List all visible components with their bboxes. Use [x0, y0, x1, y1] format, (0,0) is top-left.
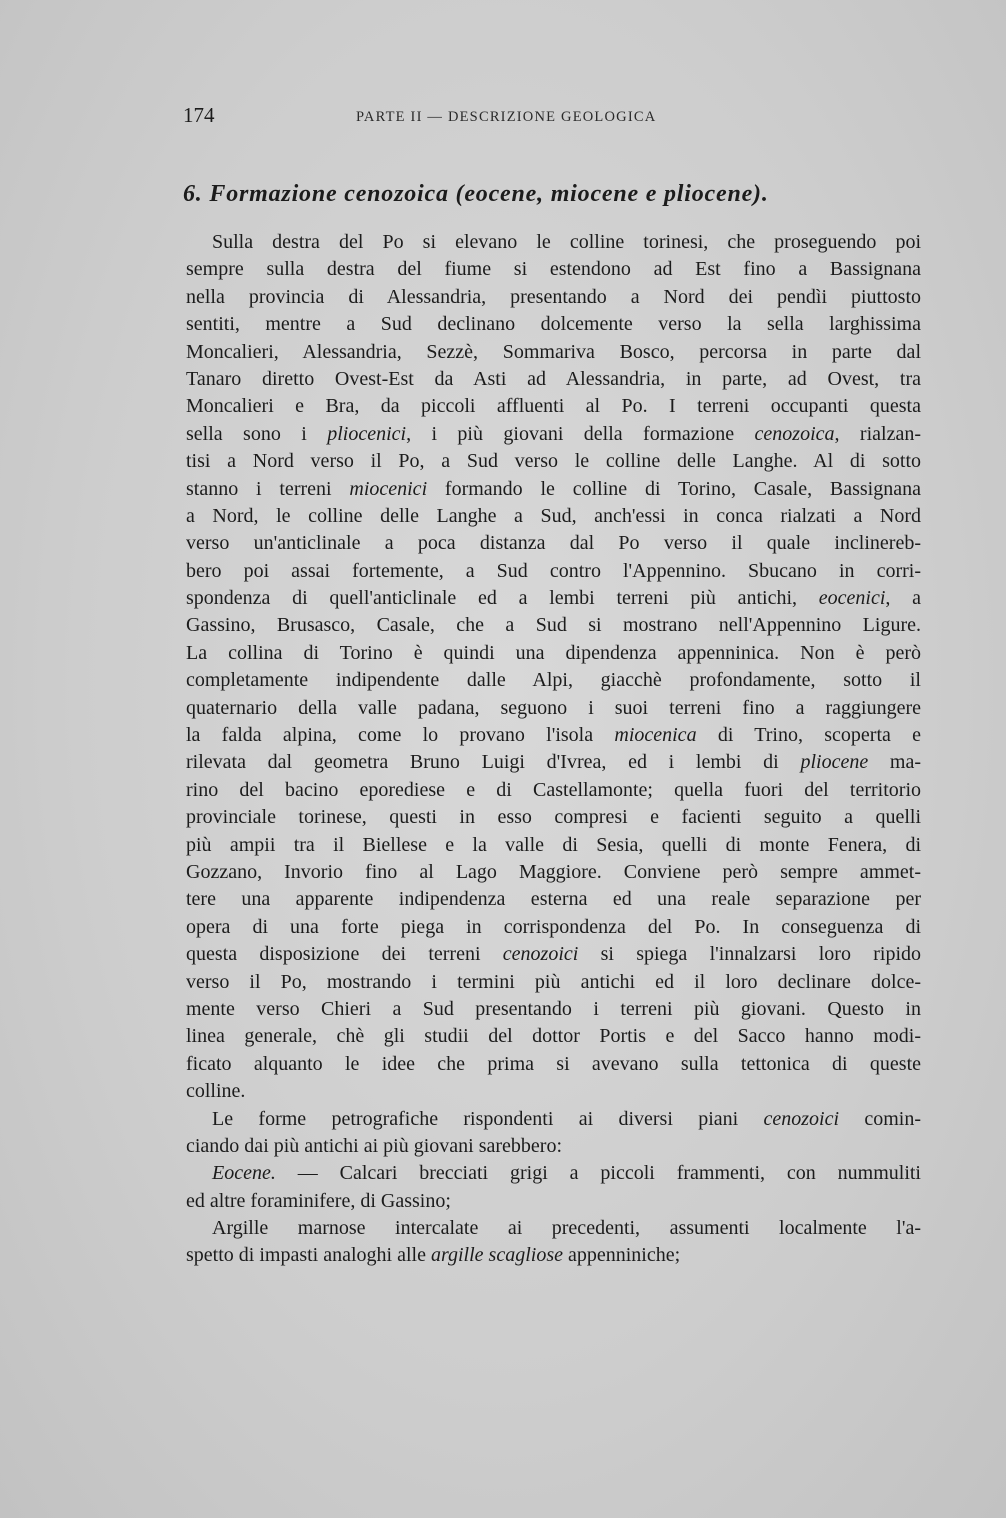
italic-term: cenozoici	[763, 1107, 840, 1130]
italic-term: pliocenici	[327, 422, 407, 445]
text-segment: ciando dai più antichi ai più giovani sarebbero:	[186, 1134, 562, 1157]
text-line	[186, 1078, 921, 1105]
text-segment: Argille marnose intercalate ai precedenti, assumenti localmente l'a-	[212, 1217, 921, 1240]
text-line	[186, 941, 921, 968]
text-segment: verso un'anticlinale a poca distanza dal Po verso il quale inclinereb-	[186, 532, 921, 555]
section-title-text: Formazione cenozoica (eocene, miocene e pliocene).	[209, 181, 769, 207]
text-segment: ed altre foraminifere, di Gassino;	[186, 1189, 451, 1212]
text-line	[186, 886, 921, 913]
text-segment: sentiti, mentre a Sud declinano dolcemente verso la sella larghissima	[186, 313, 921, 336]
text-line	[186, 1188, 921, 1215]
text-line	[186, 558, 921, 585]
text-line	[186, 311, 921, 338]
text-segment: La collina di Torino è quindi una dipendenza appenninica. Non è però	[186, 641, 921, 664]
text-segment: quaternario della valle padana, seguono i suoi terreni fino a raggiungere	[186, 696, 921, 719]
text-line	[186, 339, 921, 366]
text-line	[186, 448, 921, 475]
page-number: 174	[183, 103, 215, 127]
text-segment: ficato alquanto le idee che prima si avevano sulla tettonica di queste	[186, 1052, 921, 1075]
text-line	[186, 749, 921, 776]
text-segment: — Calcari brecciati grigi a piccoli frammenti, con nummuliti	[275, 1162, 921, 1185]
text-line	[186, 859, 921, 886]
text-segment: , rialzan-	[834, 422, 921, 445]
page-header	[183, 103, 743, 133]
text-segment: mente verso Chieri a Sud presentando i terreni più giovani. Questo in	[186, 997, 921, 1020]
italic-term: argille scagliose	[430, 1244, 563, 1267]
text-segment: opera di una forte piega in corrispondenza del Po. In conseguenza di	[186, 915, 921, 938]
text-segment: rilevata dal geometra Bruno Luigi d'Ivrea, ed i lembi di	[186, 751, 801, 774]
text-segment: verso il Po, mostrando i termini più antichi ed il loro declinare dolce-	[186, 970, 921, 993]
text-line	[186, 476, 921, 503]
text-line	[186, 1242, 921, 1269]
text-segment: tere una apparente indipendenza esterna ed una reale separazione per	[186, 888, 921, 911]
italic-term: Eocene.	[212, 1162, 276, 1185]
text-line	[186, 695, 921, 722]
text-segment: stanno i terreni	[186, 477, 350, 500]
text-segment: formando le colline di Torino, Casale, Bassignana	[427, 477, 921, 500]
text-segment: Sulla destra del Po si elevano le colline torinesi, che proseguendo poi	[212, 231, 921, 253]
text-line	[186, 393, 921, 420]
text-segment: , i più giovani della formazione	[406, 422, 755, 445]
text-segment: questa disposizione dei terreni	[186, 943, 503, 966]
text-line	[186, 229, 921, 256]
text-line	[186, 1023, 921, 1050]
text-line	[186, 421, 921, 448]
text-segment: tisi a Nord verso il Po, a Sud verso le colline delle Langhe. Al di sotto	[186, 450, 921, 473]
text-segment: linea generale, chè gli studii del dottor Portis e del Sacco hanno modi-	[186, 1025, 921, 1048]
text-segment: , a	[885, 587, 921, 610]
italic-term: eocenici	[818, 587, 886, 610]
section-number: 6.	[183, 181, 203, 207]
text-segment: spetto di impasti analoghi alle	[186, 1244, 431, 1267]
text-segment: spondenza di quell'anticlinale ed a lembi terreni più antichi,	[186, 587, 819, 610]
text-line	[186, 667, 921, 694]
italic-term: miocenica	[614, 724, 697, 747]
text-segment: rino del bacino eporediese e di Castellamonte; quella fuori del territorio	[186, 778, 921, 801]
section-title	[183, 181, 769, 208]
text-segment: sella sono i	[186, 422, 328, 445]
text-segment: la falda alpina, come lo provano l'isola	[186, 724, 615, 747]
text-segment: di Trino, scoperta e	[696, 724, 922, 747]
text-segment: Tanaro diretto Ovest-Est da Asti ad Alessandria, in parte, ad Ovest, tra	[186, 367, 921, 390]
text-segment: Le forme petrografiche rispondenti ai diversi piani	[212, 1107, 764, 1130]
text-segment: colline.	[186, 1080, 246, 1103]
text-line	[186, 969, 921, 996]
italic-term: cenozoici	[502, 943, 579, 966]
text-segment: Moncalieri, Alessandria, Sezzè, Sommariva Bosco, percorsa in parte dal	[186, 340, 921, 363]
text-line	[186, 777, 921, 804]
text-segment: a Nord, le colline delle Langhe a Sud, anch'essi in conca rialzati a Nord	[186, 504, 921, 527]
text-segment: ma-	[868, 751, 922, 774]
italic-term: cenozoica	[754, 422, 835, 445]
text-line	[186, 640, 921, 667]
text-segment: appenniniche;	[562, 1244, 681, 1267]
text-segment: comin-	[839, 1107, 921, 1130]
text-line	[186, 366, 921, 393]
text-line	[186, 503, 921, 530]
text-segment: completamente indipendente dalle Alpi, giacchè profondamente, sotto il	[186, 669, 921, 692]
text-line	[186, 1106, 921, 1133]
running-head: PARTE II — DESCRIZIONE GEOLOGICA	[356, 109, 657, 125]
text-line	[186, 996, 921, 1023]
text-segment: Gassino, Brusasco, Casale, che a Sud si mostrano nell'Appennino Ligure.	[186, 614, 921, 637]
text-segment: Moncalieri e Bra, da piccoli affluenti al Po. I terreni occupanti questa	[186, 395, 921, 418]
text-line	[186, 722, 921, 749]
text-line	[186, 914, 921, 941]
text-segment: Gozzano, Invorio fino al Lago Maggiore. Conviene però sempre ammet-	[186, 860, 921, 883]
italic-term: pliocene	[800, 751, 869, 774]
text-line	[186, 1160, 921, 1187]
text-segment: bero poi assai fortemente, a Sud contro l'Appennino. Sbucano in corri-	[186, 559, 921, 582]
text-line	[186, 1051, 921, 1078]
text-line	[186, 585, 921, 612]
text-segment: si spiega l'innalzarsi loro ripido	[578, 943, 922, 966]
text-segment: provinciale torinese, questi in esso compresi e facienti seguito a quelli	[186, 806, 921, 829]
text-line	[186, 284, 921, 311]
body-text	[186, 229, 921, 1270]
text-line	[186, 1133, 921, 1160]
text-segment: più ampii tra il Biellese e la valle di Sesia, quelli di monte Fenera, di	[186, 833, 921, 856]
text-line	[186, 256, 921, 283]
italic-term: miocenici	[349, 477, 428, 500]
text-line	[186, 832, 921, 859]
text-segment: nella provincia di Alessandria, presentando a Nord dei pendìi piuttosto	[186, 285, 921, 308]
text-segment: sempre sulla destra del fiume si estendono ad Est fino a Bassignana	[186, 258, 921, 281]
text-line	[186, 612, 921, 639]
text-line	[186, 804, 921, 831]
text-line	[186, 530, 921, 557]
text-line	[186, 1215, 921, 1242]
